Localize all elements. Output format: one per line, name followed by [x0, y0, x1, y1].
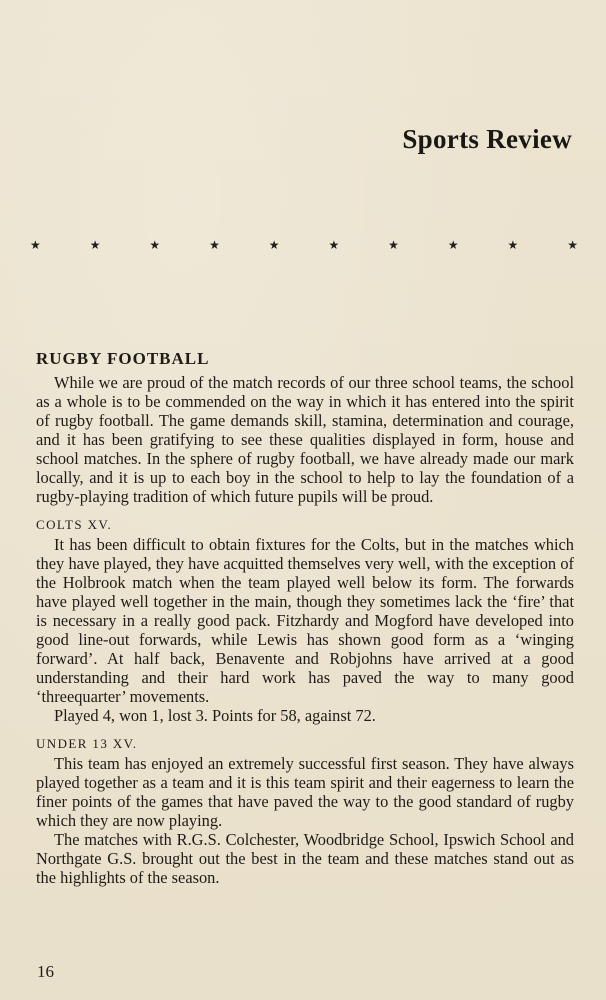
article-body: [36, 348, 574, 887]
star-icon: ★: [209, 238, 220, 252]
under13-paragraph-1: This team has enjoyed an extremely successful first season. They have always played together as a team and it is this team spirit and their eagerness to learn the finer points of the games that have paved the way to the good standard of rugby which they are now playing.: [36, 754, 574, 830]
section-heading-rugby: RUGBY FOOTBALL: [36, 349, 210, 368]
star-icon: ★: [149, 238, 161, 252]
star-icon: ★: [567, 238, 578, 252]
star-icon: ★: [89, 238, 101, 252]
star-icon: ★: [388, 238, 399, 252]
star-icon: ★: [30, 238, 41, 252]
rugby-intro-paragraph: While we are proud of the match records of our three school teams, the school as a whole is to be commended on the way in which it has entered into the spirit of rugby football. The game demands skill, stamina, determination and courage, and it has been gratifying to see these qualities displayed in form, house and school matches. In the sphere of rugby football, we have already made our mark locally, and it is up to each boy in the school to help to lay the foundation of a rugby-playing tradition of which future pupils will be proud.: [36, 373, 574, 506]
page-number: 16: [37, 962, 54, 981]
star-icon: ★: [328, 238, 340, 252]
section-heading-colts: COLTS XV.: [36, 517, 113, 532]
section-heading-under13: UNDER 13 XV.: [36, 736, 138, 751]
star-icon: ★: [268, 238, 280, 252]
colts-paragraph: It has been difficult to obtain fixtures for the Colts, but in the matches which they have played, they have acquitted themselves very well, with the exception of the Holbrook match when the team played well below its form. The forwards have played well together in the main, though they sometimes lack the ‘fire’ that is necessary in a really good pack. Fitzhardy and Mogford have developed into good line-out forwards, while Lewis has shown good form as a ‘winging forward’. At half back, Benavente and Robjohns have arrived at a good understanding and their hard work has paved the way to many good ‘threequarter’ movements.: [36, 535, 574, 706]
star-ornament-row: [30, 238, 578, 253]
under13-paragraph-2: The matches with R.G.S. Colchester, Woodbridge School, Ipswich School and Northgate G.S. brought out the best in the team and these matches stand out as the highlights of the season.: [36, 830, 574, 887]
colts-record: Played 4, won 1, lost 3. Points for 58, against 72.: [54, 706, 376, 725]
star-icon: ★: [447, 238, 459, 252]
star-icon: ★: [507, 238, 519, 252]
page-title: Sports Review: [402, 124, 572, 154]
